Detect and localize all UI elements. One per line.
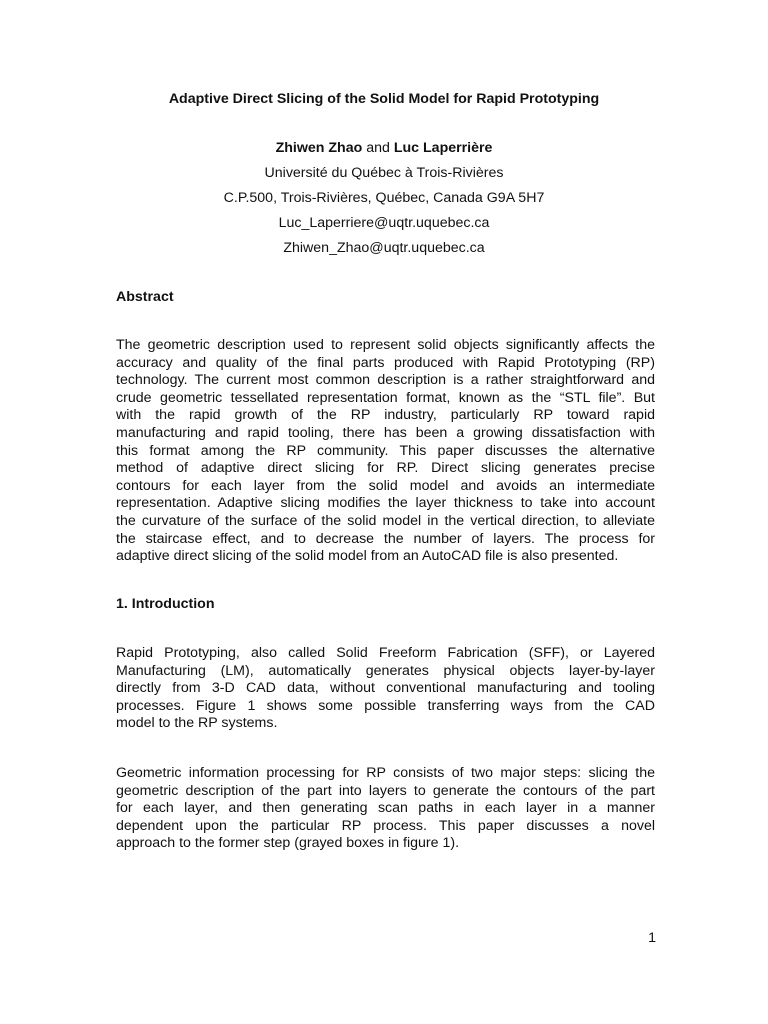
text-line: technology. The current most common description is a rather straightforward and (116, 372, 655, 389)
author-connector: and (362, 140, 394, 156)
section-heading: 1. Introduction (116, 596, 215, 612)
text-line: geometric description of the part into layers to generate the contours of the part (116, 782, 655, 799)
text-line: with the rapid growth of the RP industry, particularly RP toward rapid (116, 407, 655, 424)
introduction-paragraph (116, 645, 655, 733)
text-line: adaptive direct slicing of the solid model from an AutoCAD file is also presented. (116, 548, 619, 565)
text-line: approach to the former step (grayed boxes in figure 1). (116, 835, 460, 852)
text-line: directly from 3-D CAD data, without conventional manufacturing and tooling (116, 680, 655, 697)
affiliation-university: Université du Québec à Trois-Rivières (264, 165, 504, 181)
text-line: the curvature of the surface of the solid model in the vertical direction, to alleviate (116, 512, 655, 529)
email-address: Zhiwen_Zhao@uqtr.uquebec.ca (283, 240, 485, 256)
affiliation-address: C.P.500, Trois-Rivières, Québec, Canada G9A 5H7 (223, 190, 545, 206)
text-line: method of adaptive direct slicing for RP. Direct slicing generates precise (116, 460, 655, 477)
author-name: Luc Laperrière (393, 140, 493, 156)
text-line: accuracy and quality of the final parts produced with Rapid Prototyping (RP) (116, 354, 655, 371)
page-number: 1 (648, 930, 656, 946)
text-line: model to the RP systems. (116, 715, 278, 732)
paper-title: Adaptive Direct Slicing of the Solid Model for Rapid Prototyping (168, 91, 600, 107)
email-address: Luc_Laperriere@uqtr.uquebec.ca (278, 215, 490, 231)
text-line: Manufacturing (LM), automatically generates physical objects layer-by-layer (116, 662, 655, 679)
text-line: processes. Figure 1 shows some possible transferring ways from the CAD (116, 697, 655, 714)
author-name: Zhiwen Zhao (275, 140, 363, 156)
text-line: the staircase effect, and to decrease the number of layers. The process for (116, 530, 655, 547)
text-line: contours for each layer from the solid model and avoids an intermediate (116, 477, 655, 494)
text-line: crude geometric tessellated representation format, known as the “STL file”. But (116, 389, 655, 406)
text-line: Rapid Prototyping, also called Solid Freeform Fabrication (SFF), or Layered (116, 645, 655, 661)
text-line: The geometric description used to represent solid objects significantly affects the (116, 337, 655, 353)
text-line: Geometric information processing for RP consists of two major steps: slicing the (116, 765, 655, 781)
text-line: representation. Adaptive slicing modifies the layer thickness to take into account (116, 495, 655, 512)
introduction-paragraph (116, 765, 655, 853)
author-line (0, 138, 768, 158)
text-line: dependent upon the particular RP process. This paper discusses a novel (116, 817, 655, 834)
text-line: this format among the RP community. This paper discusses the alternative (116, 442, 655, 459)
abstract-paragraph (116, 337, 655, 566)
text-line: manufacturing and rapid tooling, there has been a growing dissatisfaction with (116, 424, 655, 441)
text-line: for each layer, and then generating scan paths in each layer in a manner (116, 800, 655, 817)
abstract-heading: Abstract (116, 289, 174, 305)
